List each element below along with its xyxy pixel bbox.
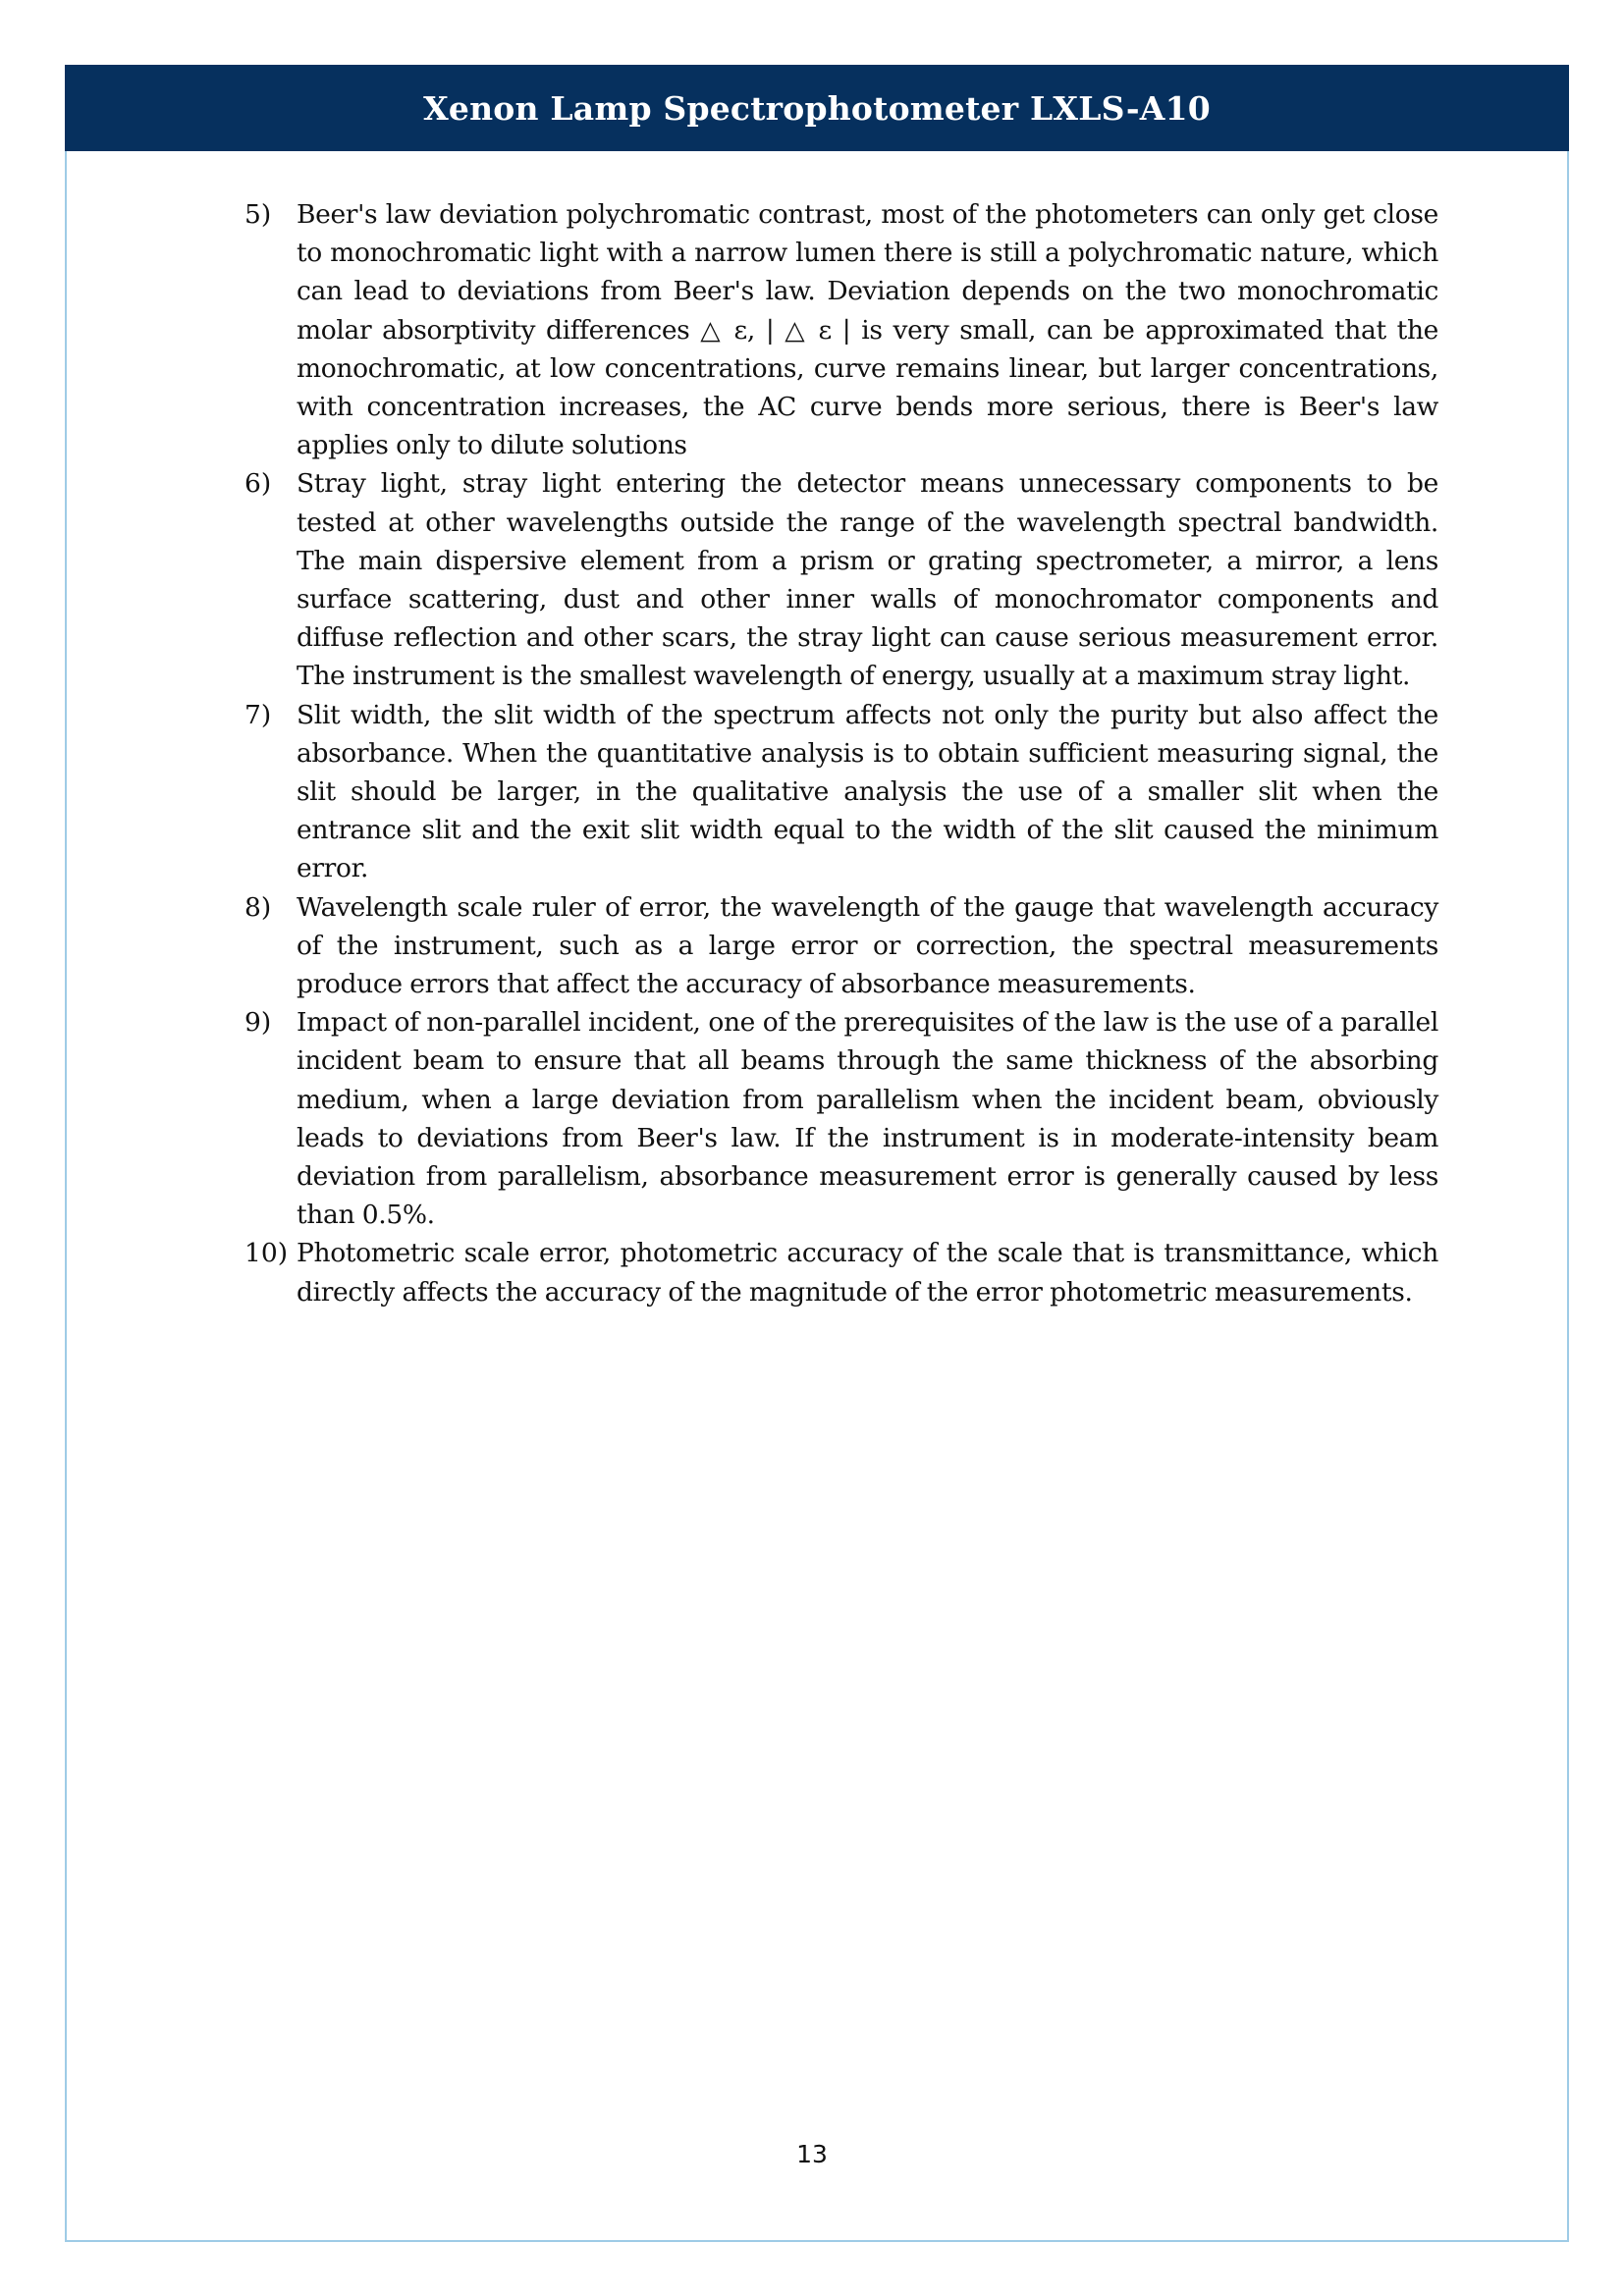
item-text: Photometric scale error, photometric accuracy of the scale that is transmittance, which directly affects the accuracy of the magnitude of the error photometric measurements. (297, 1238, 1438, 1308)
list-item-8 (244, 888, 1438, 1004)
item-number: 5) (244, 199, 272, 230)
item-number: 6) (244, 468, 272, 500)
item-text: Stray light, stray light entering the detector means unnecessary components to be tested at other wavelengths outside the range of the wavelength spectral bandwidth. The main dispersive element from a prism or grating spectrometer, a mirror, a lens surface scattering, dust and other inner walls of monochromator components and diffuse reflection and other scars, the stray light can cause serious measurement error. The instrument is the smallest wavelength of energy, usually at a maximum stray light. (297, 468, 1438, 692)
page-number: 13 (796, 2140, 828, 2168)
item-number: 9) (244, 1007, 272, 1039)
item-text: Beer's law deviation polychromatic contrast, most of the photometers can only get close to monochromatic light with a narrow lumen there is still a polychromatic nature, which can lead to deviations from Beer's law. Deviation depends on the two monochromatic molar absorptivity differences △ ε, | △ ε | is very small, can be approximated that the monochromatic, at low concentrations, curve remains linear, but larger concentrations, with concentration increases, the AC curve bends more serious, there is Beer's law applies only to dilute solutions (297, 199, 1438, 461)
list-item-9 (244, 1003, 1438, 1234)
list-item-6 (244, 464, 1438, 695)
item-number: 8) (244, 891, 272, 923)
item-text: Impact of non-parallel incident, one of the prerequisites of the law is the use of a parallel incident beam to ensure that all beams through the same thickness of the absorbing medium, when a large deviation from parallelism when the incident beam, obviously leads to deviations from Beer's law. If the instrument is in moderate-intensity beam deviation from parallelism, absorbance measurement error is generally caused by less than 0.5%. (297, 1007, 1438, 1231)
item-text: Slit width, the slit width of the spectrum affects not only the purity but also affect the absorbance. When the quantitative analysis is to obtain sufficient measuring signal, the slit should be larger, in the qualitative analysis the use of a smaller slit when the entrance slit and the exit slit width equal to the width of the slit caused the minimum error. (297, 699, 1438, 884)
item-text: Wavelength scale ruler of error, the wavelength of the gauge that wavelength accuracy of the instrument, such as a large error or correction, the spectral measurements produce errors that affect the accuracy of absorbance measurements. (297, 891, 1438, 1000)
numbered-list (244, 195, 1438, 1311)
item-number: 10) (244, 1238, 289, 1269)
document-title: Xenon Lamp Spectrophotometer LXLS-A10 (423, 88, 1211, 128)
list-item-5 (244, 195, 1438, 464)
header-bar (65, 65, 1569, 151)
list-item-10 (244, 1234, 1438, 1310)
item-number: 7) (244, 699, 272, 730)
list-item-7 (244, 696, 1438, 888)
